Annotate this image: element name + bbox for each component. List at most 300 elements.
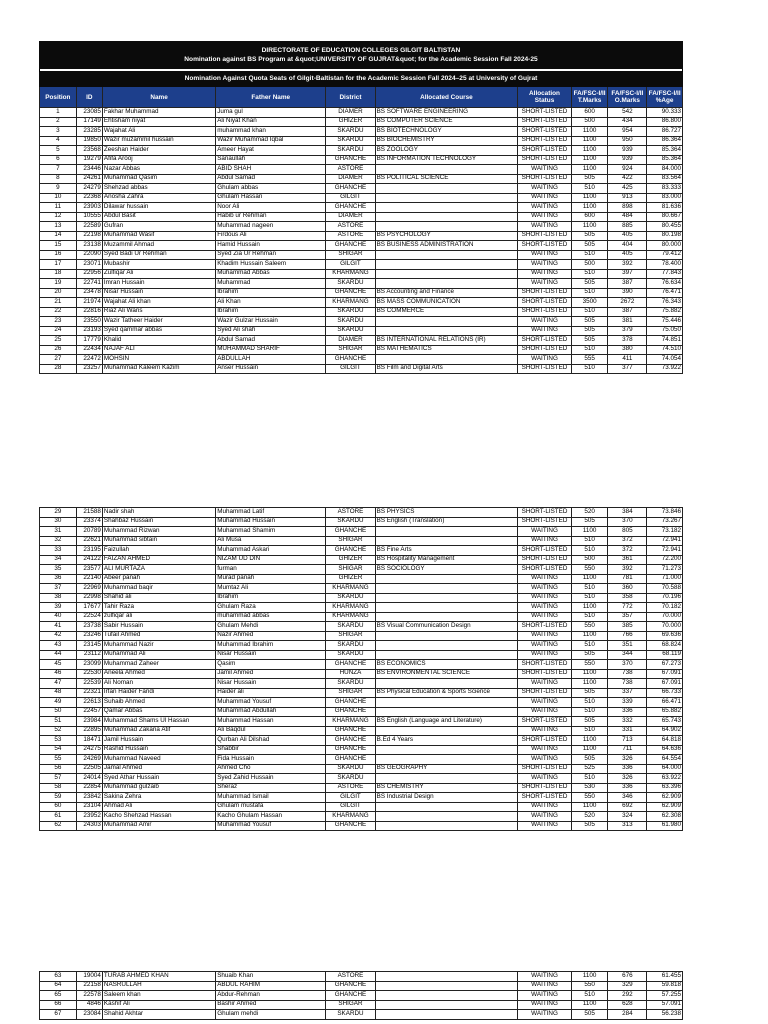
cell-allocated-course [375,1000,518,1010]
cell-obtained-marks: 411 [608,355,647,365]
cell-father-name: Qasim [216,660,326,670]
cell-position: 3 [40,127,77,137]
table-row [40,165,683,175]
cell-position: 2 [40,117,77,127]
table-row [40,355,683,365]
cell-position: 33 [40,546,77,556]
cell-name: MOHSIN [102,355,215,365]
cell-father-name: Haider ali [216,688,326,698]
cell-allocated-course [375,1010,518,1020]
cell-position: 67 [40,1010,77,1020]
cell-obtained-marks: 324 [608,812,647,822]
cell-id: 23738 [76,622,102,632]
cell-district: SKARDU [326,764,375,774]
cell-district: GHANCHE [326,288,375,298]
cell-father-name: Ali Niyat Khan [216,117,326,127]
cell-name: Ahmad Ali [102,802,215,812]
cell-allocated-course [375,802,518,812]
cell-total-marks: 505 [571,241,608,251]
table-row [40,536,683,546]
cell-position: 42 [40,631,77,641]
cell-district: SKARDU [326,622,375,632]
cell-name: Muhammad Amir [102,821,215,831]
cell-id: 23568 [76,146,102,156]
cell-allocated-course: B.Ed 4 Years [375,736,518,746]
cell-allocated-course: BS Fine Arts [375,546,518,556]
cell-district: GHIZER [326,117,375,127]
cell-allocated-course [375,279,518,289]
cell-father-name: Syed Zahid Hussain [216,774,326,784]
cell-id: 23099 [76,660,102,670]
cell-name: Muhammad sibtain [102,536,215,546]
cell-name: Tahir Raza [102,603,215,613]
cell-total-marks: 1100 [571,146,608,156]
cell-allocation-status: SHORT-LISTED [518,565,571,575]
table-row [40,612,683,622]
cell-allocated-course [375,821,518,831]
cell-percentage: 57.255 [647,991,683,1001]
cell-percentage: 59.818 [647,981,683,991]
cell-total-marks: 510 [571,707,608,717]
cell-percentage: 73.182 [647,527,683,537]
cell-position: 37 [40,584,77,594]
cell-name: Muhammad Kaleem Kazim [102,364,215,374]
table-row [40,821,683,831]
table-row [40,527,683,537]
cell-percentage: 62.909 [647,793,683,803]
cell-id: 23842 [76,793,102,803]
cell-name: Nisar Hussain [102,288,215,298]
cell-position: 51 [40,717,77,727]
cell-allocated-course: BS Visual Communication Design [375,622,518,632]
cell-allocated-course [375,698,518,708]
table-row [40,364,683,374]
cell-father-name: ABID SHAH [216,165,326,175]
cell-percentage: 61.980 [647,821,683,831]
cell-name: Muhammad Zakaria Atif [102,726,215,736]
cell-id: 23577 [76,565,102,575]
cell-id: 21588 [76,508,102,518]
cell-allocated-course [375,972,518,982]
cell-percentage: 80.198 [647,231,683,241]
cell-name: Kacho Shehzad Hassan [102,812,215,822]
cell-allocated-course: BS MASS COMMUNICATION [375,298,518,308]
cell-id: 24269 [76,755,102,765]
cell-district: HUNZA [326,669,375,679]
cell-allocation-status: WAITING [518,981,571,991]
cell-district: KHARMANG [326,298,375,308]
cell-father-name: Muhammad Yousuf [216,821,326,831]
cell-total-marks: 505 [571,336,608,346]
cell-percentage: 70.000 [647,622,683,632]
cell-district: KHARMANG [326,603,375,613]
cell-total-marks: 1100 [571,679,608,689]
cell-percentage: 72.941 [647,536,683,546]
cell-name: Muhammad Qasim [102,174,215,184]
cell-obtained-marks: 292 [608,991,647,1001]
cell-percentage: 80.000 [647,241,683,251]
table-row [40,155,683,165]
table-row [40,584,683,594]
cell-allocation-status: WAITING [518,707,571,717]
cell-position: 34 [40,555,77,565]
cell-name: Shahid Akhtar [102,1010,215,1020]
cell-father-name: Nisar Hussain [216,650,326,660]
cell-percentage: 73.267 [647,517,683,527]
cell-obtained-marks: 346 [608,793,647,803]
cell-district: GHANCHE [326,546,375,556]
cell-name: Rashid Hussain [102,745,215,755]
cell-position: 41 [40,622,77,632]
cell-allocation-status: SHORT-LISTED [518,127,571,137]
cell-allocated-course: BS INTERNATIONAL RELATIONS (IR) [375,336,518,346]
cell-name: Muhammad Wasif [102,231,215,241]
cell-allocated-course [375,203,518,213]
cell-obtained-marks: 336 [608,707,647,717]
cell-district: KHARMANG [326,717,375,727]
cell-total-marks: 505 [571,174,608,184]
cell-name: Muhammad gulzaib [102,783,215,793]
cell-name: Gufran [102,222,215,232]
rows-page-1 [40,108,683,374]
cell-percentage: 73.922 [647,364,683,374]
cell-percentage: 73.846 [647,508,683,518]
cell-allocated-course: BS MATHEMATICS [375,345,518,355]
cell-total-marks: 520 [571,508,608,518]
cell-allocation-status: SHORT-LISTED [518,108,571,118]
table-row [40,279,683,289]
cell-percentage: 85.364 [647,155,683,165]
cell-total-marks: 550 [571,793,608,803]
cell-father-name: Wazir Gulzar Hussain [216,317,326,327]
cell-allocated-course [375,707,518,717]
cell-percentage: 63.922 [647,774,683,784]
cell-total-marks: 510 [571,250,608,260]
cell-position: 35 [40,565,77,575]
cell-id: 22613 [76,698,102,708]
cell-percentage: 69.636 [647,631,683,641]
cell-percentage: 74.054 [647,355,683,365]
cell-allocated-course [375,593,518,603]
table-row [40,260,683,270]
cell-district: GHANCHE [326,755,375,765]
cell-id: 23138 [76,241,102,251]
program-subtitle: Nomination against BS Program at &quot;UNIVERSITY OF GUJRAT&quot; for the Academic Session Fall 2024-25 [184,56,538,63]
cell-obtained-marks: 805 [608,527,647,537]
table-row [40,565,683,575]
cell-position: 36 [40,574,77,584]
cell-percentage: 76.471 [647,288,683,298]
cell-position: 1 [40,108,77,118]
col-header-name: Name [102,87,215,108]
table-row [40,345,683,355]
rows-page-2 [40,508,683,831]
cell-allocation-status: SHORT-LISTED [518,155,571,165]
cell-id: 17779 [76,336,102,346]
cell-name: Muhammad baqir [102,584,215,594]
cell-district: SHIGAR [326,565,375,575]
cell-position: 17 [40,260,77,270]
cell-position: 47 [40,679,77,689]
cell-allocation-status: SHORT-LISTED [518,764,571,774]
cell-allocated-course [375,631,518,641]
cell-father-name: Abdul Samad [216,336,326,346]
cell-position: 13 [40,222,77,232]
cell-id: 24122 [76,555,102,565]
cell-name: Anosha Zahra [102,193,215,203]
cell-position: 63 [40,972,77,982]
cell-id: 23285 [76,127,102,137]
cell-obtained-marks: 337 [608,688,647,698]
cell-name: FAIZAN AHMED [102,555,215,565]
cell-father-name: Firdous Ali [216,231,326,241]
cell-district: GHANCHE [326,991,375,1001]
cell-father-name: Wazir Muhammad Iqbal [216,136,326,146]
cell-name: Syed Athar Hussain [102,774,215,784]
cell-id: 22578 [76,991,102,1001]
cell-allocation-status: WAITING [518,774,571,784]
cell-allocated-course: BS Accounting and Finance [375,288,518,298]
cell-position: 38 [40,593,77,603]
table-row [40,193,683,203]
cell-allocation-status: WAITING [518,1010,571,1020]
cell-total-marks: 1100 [571,1000,608,1010]
table-row [40,517,683,527]
col-header-total-marks: FA/FSC-I/II T.Marks [571,87,608,108]
cell-total-marks: 510 [571,184,608,194]
cell-name: Nazar Abbas [102,165,215,175]
cell-position: 21 [40,298,77,308]
cell-allocation-status: WAITING [518,527,571,537]
page-3-table [39,971,683,1020]
cell-father-name: Shuaib Khan [216,972,326,982]
cell-allocation-status: WAITING [518,745,571,755]
cell-total-marks: 510 [571,288,608,298]
cell-id: 10555 [76,212,102,222]
cell-total-marks: 505 [571,517,608,527]
cell-total-marks: 510 [571,307,608,317]
cell-percentage: 80.455 [647,222,683,232]
table-row [40,688,683,698]
cell-district: SKARDU [326,307,375,317]
cell-father-name: Ibrahim [216,593,326,603]
cell-district: SKARDU [326,641,375,651]
cell-obtained-marks: 913 [608,193,647,203]
cell-father-name: Hamid Hussain [216,241,326,251]
cell-father-name: Bashir Ahmed [216,1000,326,1010]
cell-district: GHANCHE [326,745,375,755]
cell-position: 48 [40,688,77,698]
cell-allocated-course [375,812,518,822]
cell-allocation-status: WAITING [518,802,571,812]
table-row [40,745,683,755]
cell-allocated-course [375,222,518,232]
cell-district: GHANCHE [326,527,375,537]
cell-id: 17677 [76,603,102,613]
cell-allocation-status: WAITING [518,326,571,336]
cell-position: 56 [40,764,77,774]
cell-id: 19850 [76,136,102,146]
cell-father-name: Muhammad Askari [216,546,326,556]
cell-name: Shahid ali [102,593,215,603]
cell-district: ASTORE [326,222,375,232]
cell-percentage: 90.333 [647,108,683,118]
cell-id: 23071 [76,260,102,270]
cell-name: Riaz Ali Waris [102,307,215,317]
table-row [40,793,683,803]
cell-allocated-course: BS GEOGRAPHY [375,764,518,774]
cell-district: SKARDU [326,326,375,336]
cell-id: 22741 [76,279,102,289]
table-row [40,336,683,346]
cell-allocation-status: SHORT-LISTED [518,241,571,251]
cell-obtained-marks: 379 [608,326,647,336]
cell-allocation-status: WAITING [518,279,571,289]
cell-father-name: Muhammad Abbas [216,269,326,279]
nomination-table-page-1 [39,41,683,374]
cell-id: 22969 [76,584,102,594]
page-2-table [39,507,683,831]
table-row [40,783,683,793]
cell-id: 18471 [76,736,102,746]
cell-percentage: 71.000 [647,574,683,584]
cell-id: 24279 [76,184,102,194]
cell-obtained-marks: 939 [608,146,647,156]
cell-total-marks: 1100 [571,165,608,175]
cell-id: 19004 [76,972,102,982]
cell-district: GILGIT [326,364,375,374]
cell-district: GILGIT [326,193,375,203]
cell-id: 17149 [76,117,102,127]
table-row [40,631,683,641]
cell-total-marks: 600 [571,108,608,118]
cell-allocated-course [375,745,518,755]
table-row [40,288,683,298]
cell-allocation-status: WAITING [518,584,571,594]
cell-position: 25 [40,336,77,346]
table-row [40,203,683,213]
cell-obtained-marks: 370 [608,660,647,670]
cell-name: Ehtisham niyat [102,117,215,127]
table-row [40,641,683,651]
cell-allocated-course [375,193,518,203]
cell-father-name: Syed Zia Ur Rehman [216,250,326,260]
cell-obtained-marks: 676 [608,972,647,982]
cell-allocated-course [375,650,518,660]
cell-father-name: Syed Ali shah [216,326,326,336]
cell-percentage: 68.119 [647,650,683,660]
cell-id: 22472 [76,355,102,365]
table-row [40,298,683,308]
cell-position: 26 [40,345,77,355]
cell-id: 23374 [76,517,102,527]
cell-percentage: 62.308 [647,812,683,822]
cell-allocated-course [375,536,518,546]
cell-position: 11 [40,203,77,213]
cell-name: Aneela Ahmed [102,669,215,679]
cell-total-marks: 1100 [571,127,608,137]
cell-allocation-status: WAITING [518,355,571,365]
cell-total-marks: 525 [571,764,608,774]
table-row [40,146,683,156]
cell-allocation-status: WAITING [518,612,571,622]
cell-father-name: Sheraz [216,783,326,793]
cell-allocation-status: SHORT-LISTED [518,688,571,698]
table-row [40,669,683,679]
cell-obtained-marks: 357 [608,612,647,622]
cell-allocated-course: BS COMMERCE [375,307,518,317]
cell-obtained-marks: 404 [608,241,647,251]
cell-allocation-status: SHORT-LISTED [518,345,571,355]
cell-allocation-status: SHORT-LISTED [518,517,571,527]
header-row [40,87,683,108]
cell-district: DIAMER [326,336,375,346]
cell-father-name: Ghulam Raza [216,603,326,613]
table-row [40,698,683,708]
cell-total-marks: 510 [571,612,608,622]
cell-total-marks: 510 [571,269,608,279]
cell-district: SKARDU [326,146,375,156]
cell-obtained-marks: 738 [608,669,647,679]
cell-allocated-course [375,641,518,651]
cell-name: Muzammil Ahmad [102,241,215,251]
cell-total-marks: 550 [571,622,608,632]
cell-total-marks: 500 [571,260,608,270]
cell-allocation-status: WAITING [518,812,571,822]
cell-percentage: 62.909 [647,802,683,812]
cell-id: 23446 [76,165,102,175]
cell-position: 20 [40,288,77,298]
cell-allocated-course [375,981,518,991]
cell-percentage: 71.273 [647,565,683,575]
cell-father-name: Juma gul [216,108,326,118]
cell-allocation-status: WAITING [518,603,571,613]
cell-obtained-marks: 384 [608,508,647,518]
cell-obtained-marks: 326 [608,774,647,784]
cell-total-marks: 505 [571,755,608,765]
cell-obtained-marks: 336 [608,783,647,793]
cell-position: 10 [40,193,77,203]
cell-total-marks: 510 [571,593,608,603]
cell-name: Qamar Abbas [102,707,215,717]
cell-obtained-marks: 387 [608,307,647,317]
cell-total-marks: 510 [571,536,608,546]
cell-position: 8 [40,174,77,184]
cell-id: 23952 [76,812,102,822]
cell-allocation-status: WAITING [518,972,571,982]
cell-position: 52 [40,726,77,736]
table-row [40,508,683,518]
cell-total-marks: 3500 [571,298,608,308]
cell-obtained-marks: 372 [608,546,647,556]
cell-name: Muhammad Zaheer [102,660,215,670]
cell-father-name: Muhammad Ismail [216,793,326,803]
cell-total-marks: 1100 [571,745,608,755]
cell-allocation-status: WAITING [518,755,571,765]
cell-allocation-status: WAITING [518,679,571,689]
cell-obtained-marks: 713 [608,736,647,746]
cell-position: 16 [40,250,77,260]
cell-allocation-status: SHORT-LISTED [518,298,571,308]
cell-allocated-course: BS ENVIRONMENTAL SCIENCE [375,669,518,679]
cell-district: ASTORE [326,783,375,793]
cell-obtained-marks: 772 [608,603,647,613]
cell-percentage: 65.882 [647,707,683,717]
cell-total-marks: 505 [571,688,608,698]
cell-id: 23084 [76,1010,102,1020]
table-row [40,603,683,613]
cell-allocated-course [375,574,518,584]
